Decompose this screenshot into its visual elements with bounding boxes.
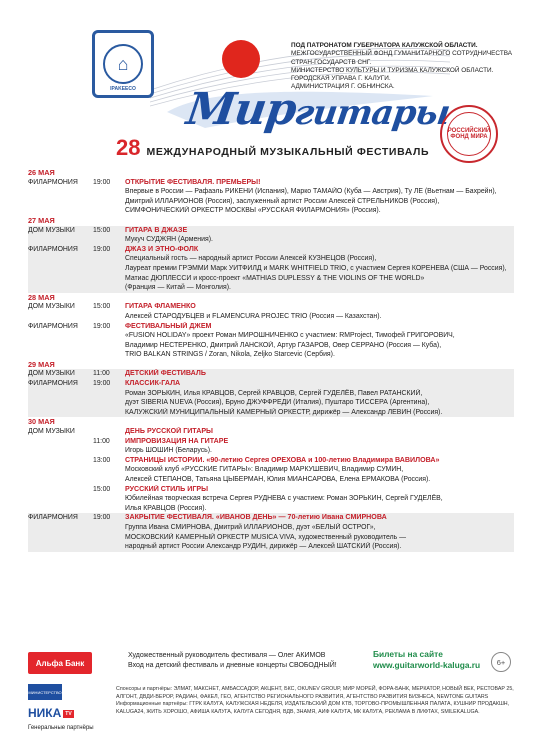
venue: [28, 494, 93, 504]
age-rating-badge: 6+: [491, 652, 511, 672]
venue: [28, 283, 93, 293]
tickets-info: [373, 649, 480, 670]
venue: [28, 523, 93, 533]
event-title: ДЕТСКИЙ ФЕСТИВАЛЬ: [125, 369, 206, 378]
time: [93, 475, 125, 485]
event-description: дуэт SIBERIA NUEVA (Россия), Бруно ДЖУФФРЕДИ (Италия), Пуштаро ТИССЕРА (Аргентина),: [125, 399, 430, 407]
event-title-row: [28, 485, 514, 495]
general-partners-label: Генеральные партнёры: [28, 725, 94, 731]
artistic-director-line: Художественный руководитель фестиваля — Олег АКИМОВ: [128, 652, 326, 659]
event-description: народный артист России Александр РУДИН, дирижёр — Алексей ШАТСКИЙ (Россия).: [125, 543, 402, 551]
event-detail-row: [28, 187, 514, 197]
footer-note: [128, 651, 337, 671]
event-detail-row: [28, 465, 514, 475]
venue: [28, 408, 93, 418]
time: [93, 197, 125, 207]
event-title-row: [28, 513, 514, 523]
event-detail-row: [28, 504, 514, 514]
event-detail-row: [28, 408, 514, 418]
date-heading: 27 МАЯ: [28, 215, 55, 225]
event-detail-row: [28, 398, 514, 408]
event-detail-row: [28, 254, 514, 264]
venue: [28, 341, 93, 351]
tickets-url[interactable]: www.guitarworld-kaluga.ru: [373, 659, 481, 670]
time: [93, 408, 125, 418]
logo-word-gitary: гитары: [292, 93, 453, 133]
emblem-caption: IPAKEECO: [110, 86, 136, 92]
venue: ФИЛАРМОНИЯ: [28, 514, 78, 522]
venue: [28, 274, 93, 284]
time: [93, 331, 125, 341]
event-description: Группа Ивана СМИРНОВА, Дмитрий ИЛЛАРИОНОВ, дуэт «БЕЛЫЙ ОСТРОГ»,: [125, 523, 376, 531]
time: [93, 523, 125, 533]
event-description: Алексей СТАРОДУБЦЕВ и FLAMENCURA PROJEC TRIO (Россия — Казахстан).: [125, 312, 382, 320]
patronage-line: СТРАН-ГОСУДАРСТВ СНГ.: [291, 58, 372, 66]
time: 15:00: [93, 485, 111, 493]
event-description: Впервые в России — Рафаэль РИКЕНИ (Испания), Марко ТАМАЙО (Куба — Австрия), Ту ЛЕ (Вьетнам — Бахрейн),: [125, 188, 497, 196]
event-description: «FUSION HOLIDAY» проект Роман МИРОШНИЧЕНКО с участием: RMProject, Тимофей ГРИГОРОВИЧ,: [125, 332, 455, 340]
time: [93, 494, 125, 504]
venue: ФИЛАРМОНИЯ: [28, 322, 78, 330]
time: [93, 235, 125, 245]
time: 15:00: [93, 226, 111, 234]
free-entry-line: Вход на детский фестиваль и дневные концерты СВОБОДНЫЙ!: [128, 662, 337, 670]
venue: [28, 456, 93, 466]
event-description: (Франция — Китай — Монголия).: [125, 284, 231, 292]
ministry-sponsor-logo: МИНИСТЕРСТВО: [28, 684, 62, 700]
event-title: ОТКРЫТИЕ ФЕСТИВАЛЯ. ПРЕМЬЕРЫ!: [125, 177, 261, 186]
time: [93, 206, 125, 216]
festival-name: МЕЖДУНАРОДНЫЙ МУЗЫКАЛЬНЫЙ ФЕСТИВАЛЬ: [146, 146, 430, 158]
event-detail-row: [28, 341, 514, 351]
event-description: Роман ЗОРЬКИН, Илья КРАВЦОВ, Сергей КРАВЦОВ, Сергей ГУДЕЛЁВ, Павел РАТАНСКИЙ,: [125, 389, 423, 397]
event-detail-row: [28, 274, 514, 284]
patronage-line: АДМИНИСТРАЦИЯ Г. ОБНИНСКА.: [291, 83, 395, 91]
partners-line: KALUGA24, ЖИТЬ ХОРОШО, АФИША КАЛУГА, КАЛУГА СЕГОДНЯ, ВДВ, ЗНАМЯ, АИФ КАЛУГА, МК КАЛУГА, РЕКЛАМА В ЛИФТАХ, SMILEKALUGA.: [116, 709, 480, 716]
event-title-row: [28, 369, 514, 379]
time: 11:00: [93, 437, 110, 445]
time: [93, 446, 125, 456]
venue: [28, 437, 93, 447]
event-description: Игорь ШОШИН (Беларусь).: [125, 447, 212, 455]
time: [93, 254, 125, 264]
venue: [28, 264, 93, 274]
event-detail-row: [28, 475, 514, 485]
event-title-row: [28, 302, 514, 312]
alfa-bank-logo: Альфа Банк: [28, 652, 92, 674]
time: [93, 389, 125, 399]
event-description: МОСКОВСКИЙ КАМЕРНЫЙ ОРКЕСТР MUSICA VIVA, художественный руководитель —: [125, 533, 406, 541]
time: [93, 427, 125, 437]
partners-line: Спонсоры и партнёры: ЭЛМАТ, МАКСНЕТ, АМБАССАДОР, АКЦЕНТ, БКС, OKUNEV GROUP, МИР МОРЕЙ, ФОРА-БАНК, МЕРКАТОР, НОВЫЙ ВЕК, РЕСТОВАР 25,: [116, 686, 514, 692]
event-description: Илья КРАВЦОВ (Россия).: [125, 504, 207, 512]
poster-footer: [0, 640, 537, 750]
event-description: Московский клуб «РУССКИЕ ГИТАРЫ»: Владимир МАРКУШЕВИЧ, Владимир СУМИН,: [125, 466, 404, 474]
patronage-line: ГОРОДСКАЯ УПРАВА Г. КАЛУГИ.: [291, 75, 391, 83]
event-title: РУССКИЙ СТИЛЬ ИГРЫ: [125, 484, 209, 493]
logo-word-mir: Мир: [183, 84, 300, 135]
event-title-row: [28, 437, 514, 447]
venue: [28, 475, 93, 485]
event-description: СИМФОНИЧЕСКИЙ ОРКЕСТР МОСКВЫ «РУССКАЯ ФИЛАРМОНИЯ» (Россия).: [125, 207, 381, 215]
event-title-row: [28, 322, 514, 332]
venue: [28, 350, 93, 360]
venue: ДОМ МУЗЫКИ: [28, 370, 75, 378]
venue: [28, 206, 93, 216]
event-title: ЗАКРЫТИЕ ФЕСТИВАЛЯ. «ИВАНОВ ДЕНЬ» — 70-летию Ивана СМИРНОВА: [125, 513, 387, 522]
event-description: Матиас ДЮПЛЕССИ и кросс-проект «MATHIAS DUPLESSY & THE VIOLINS OF THE WORLD»: [125, 274, 425, 282]
event-detail-row: [28, 197, 514, 207]
event-description: Лауреат премии ГРЭММИ Марк УИТФИЛД и MARK WHITFIELD TRIO, с участием Сергея КОРЕНЕВА (США — Россия),: [125, 264, 507, 272]
event-detail-row: [28, 283, 514, 293]
event-description: Алексей СТЕПАНОВ, Татьяна ЦЫБЕРМАН, Юлия МИАНСАРОВА, Елена ЕРМАКОВА (Россия).: [125, 476, 431, 483]
event-description: Владимир НЕСТЕРЕНКО, Дмитрий ЛАНСКОЙ, Артур ГАЗАРОВ, Овер СЕРРАНО (Россия — Куба),: [125, 341, 442, 349]
venue: [28, 446, 93, 456]
event-detail-row: [28, 533, 514, 543]
event-detail-row: [28, 312, 514, 322]
event-title-row: [28, 245, 514, 255]
venue: ФИЛАРМОНИЯ: [28, 245, 78, 253]
event-title: ДЖАЗ И ЭТНО-ФОЛК: [125, 244, 199, 253]
event-description: Дмитрий ИЛЛАРИОНОВ (Россия), заслуженный артист России Алексей СТРЕЛЬНИКОВ (Россия),: [125, 197, 440, 205]
event-detail-row: [28, 350, 514, 360]
venue: ДОМ МУЗЫКИ: [28, 428, 75, 436]
partners-line: АЛГОНТ, ДВДИ-ВЕРОР, РАДИАН, ФАКЕЛ, ГЕО, АГЕНТСТВО РЕГИОНАЛЬНОГО РАЗВИТИЯ, АГЕНТСТВО РАЗВИТИЯ БИЗНЕСА, NEWTONE GUITARS: [116, 693, 489, 700]
venue: [28, 312, 93, 322]
time: [93, 341, 125, 351]
time: [93, 264, 125, 274]
venue: [28, 197, 93, 207]
event-detail-row: [28, 235, 514, 245]
event-detail-row: [28, 446, 514, 456]
patronage-line: МИНИСТЕРСТВО КУЛЬТУРЫ И ТУРИЗМА КАЛУЖСКОЙ ОБЛАСТИ.: [291, 66, 494, 74]
venue: ФИЛАРМОНИЯ: [28, 380, 78, 388]
time: [93, 398, 125, 408]
partners-line: Информационные партнёры: ГТРК КАЛУГА, КАЛУЖСКАЯ НЕДЕЛЯ, ИЗДАТЕЛЬСКИЙ ДОМ КТВ, ТОРГОВО-ПРОМЫШЛЕННАЯ ПАЛАТА, КУШНИР ПРОДАКШН,: [116, 701, 510, 708]
event-description: TRIO BALKAN STRINGS / Zoran, Nikola, Zeljko Starcevic (Сербия).: [125, 351, 335, 359]
event-title: ИМПРОВИЗАЦИЯ НА ГИТАРЕ: [125, 436, 229, 445]
nika-tv-logo: НИКА TV: [28, 706, 72, 720]
poster-header: [0, 0, 537, 165]
festival-logo: [183, 84, 453, 135]
venue: [28, 504, 93, 514]
event-description: Специальный гость — народный артист России Алексей КУЗНЕЦОВ (Россия),: [125, 255, 377, 263]
time: 19:00: [93, 514, 111, 522]
venue: ФИЛАРМОНИЯ: [28, 178, 78, 186]
patronage-line: ПОД ПАТРОНАТОМ ГУБЕРНАТОРА КАЛУЖСКОЙ ОБЛАСТИ.: [291, 42, 478, 49]
venue: [28, 485, 93, 495]
event-title-row: [28, 379, 514, 389]
event-title: ГИТАРА ФЛАМЕНКО: [125, 302, 196, 311]
event-title-row: [28, 226, 514, 236]
venue: [28, 465, 93, 475]
time: [93, 350, 125, 360]
festival-number: 28: [116, 135, 141, 160]
event-title: ГИТАРА В ДЖАЗЕ: [125, 225, 188, 234]
venue: ДОМ МУЗЫКИ: [28, 226, 75, 234]
cis-emblem-logo: [92, 30, 154, 98]
patronage-line: МЕЖГОСУДАРСТВЕННЫЙ ФОНД ГУМАНИТАРНОГО СОТРУДНИЧЕСТВА: [291, 50, 513, 58]
time: [93, 283, 125, 293]
time: 19:00: [93, 322, 111, 330]
event-description: Юбилейная творческая встреча Сергея РУДНЕВА с участием: Роман ЗОРЬКИН, Сергей ГУДЕЛЁВ,: [125, 495, 443, 503]
event-title-row: [28, 427, 514, 437]
time: [93, 533, 125, 543]
time: [93, 187, 125, 197]
date-heading: 29 МАЯ: [28, 359, 55, 369]
event-detail-row: [28, 331, 514, 341]
time: 11:00: [93, 370, 110, 378]
time: 19:00: [93, 245, 111, 253]
event-detail-row: [28, 523, 514, 533]
time: [93, 274, 125, 284]
venue: [28, 331, 93, 341]
event-description: Мукуч СУДЖЯН (Армения).: [125, 236, 213, 244]
time: [93, 465, 125, 475]
seal-text: РОССИЙСКИЙ ФОНД МИРА: [447, 128, 491, 140]
festival-title: [116, 135, 429, 161]
date-heading: 28 МАЯ: [28, 292, 55, 302]
date-heading: 30 МАЯ: [28, 417, 55, 427]
venue: [28, 389, 93, 399]
time: [93, 312, 125, 322]
event-description: КАЛУЖСКИЙ МУНИЦИПАЛЬНЫЙ КАМЕРНЫЙ ОРКЕСТР, дирижёр — Александр ЛЕВИН (Россия).: [125, 408, 443, 416]
event-title-row: [28, 178, 514, 188]
event-detail-row: [28, 264, 514, 274]
event-detail-row: [28, 542, 514, 552]
partners-list: [116, 686, 516, 717]
venue: ДОМ МУЗЫКИ: [28, 303, 75, 311]
event-title: СТРАНИЦЫ ИСТОРИИ. «90-летию Сергея ОРЕХОВА и 100-летию Владимира ВАВИЛОВА»: [125, 455, 440, 464]
time: [93, 504, 125, 514]
venue: [28, 235, 93, 245]
time: 13:00: [93, 456, 111, 464]
columns-icon: ⌂: [103, 44, 143, 84]
peace-fund-seal: [440, 105, 498, 163]
program-schedule: [28, 168, 514, 552]
event-title-row: [28, 456, 514, 466]
time: 15:00: [93, 303, 111, 311]
date-heading: 26 МАЯ: [28, 168, 55, 177]
event-title: ФЕСТИВАЛЬНЫЙ ДЖЕМ: [125, 321, 212, 330]
venue: [28, 254, 93, 264]
venue: [28, 533, 93, 543]
venue: [28, 187, 93, 197]
event-title: ДЕНЬ РУССКОЙ ГИТАРЫ: [125, 427, 213, 436]
venue: [28, 542, 93, 552]
red-sun-graphic: [222, 40, 260, 78]
venue: [28, 398, 93, 408]
time: [93, 542, 125, 552]
tickets-label: Билеты на сайте: [373, 649, 443, 659]
event-detail-row: [28, 206, 514, 216]
event-title: КЛАССИК-ГАЛА: [125, 379, 181, 388]
event-detail-row: [28, 494, 514, 504]
time: 19:00: [93, 178, 111, 186]
time: 19:00: [93, 380, 111, 388]
event-detail-row: [28, 389, 514, 399]
